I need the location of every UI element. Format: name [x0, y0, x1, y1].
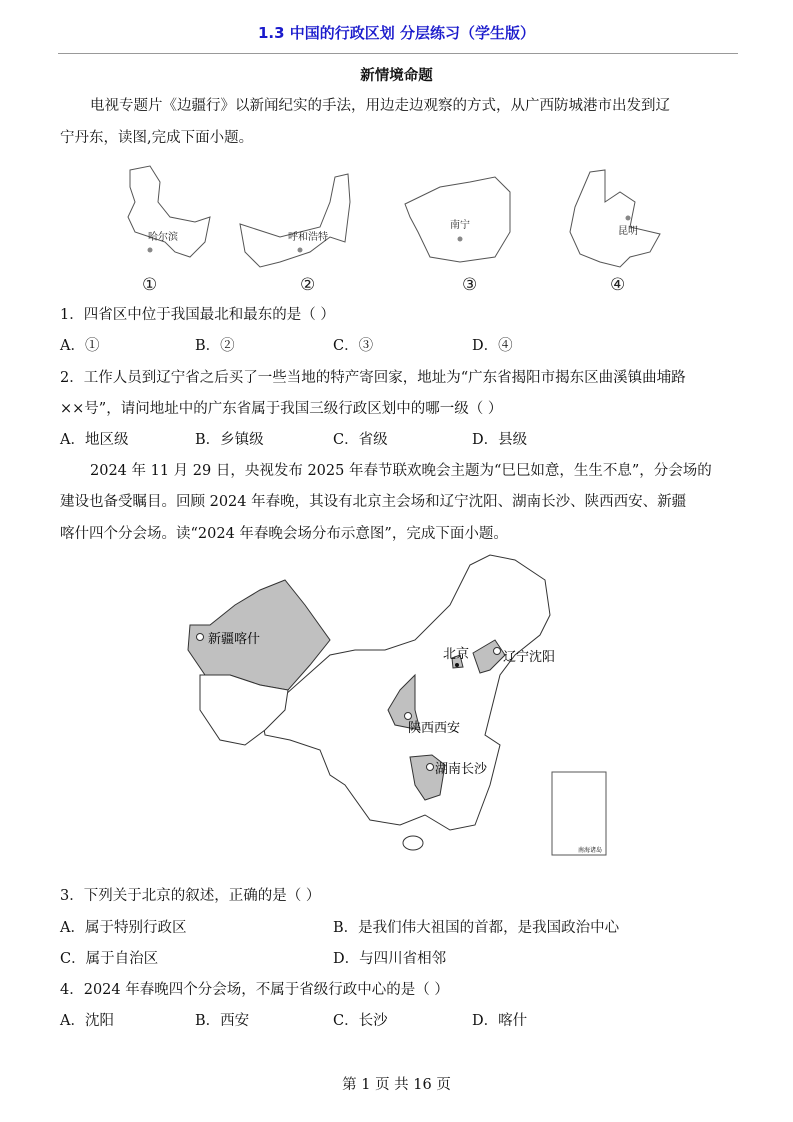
q2-option-b[interactable]: B．乡镇级 — [195, 432, 264, 448]
q4-option-c[interactable]: C．长沙 — [333, 1013, 388, 1029]
map-city-label: 南宁 — [450, 220, 470, 231]
intro-paragraph-line: 喀什四个分会场。读“2024 年春晚会场分布示意图”，完成下面小题。 — [60, 526, 508, 542]
q3-option-d[interactable]: D．与四川省相邻 — [333, 951, 447, 967]
q1-option-d[interactable]: D．④ — [472, 338, 513, 354]
q2-option-c[interactable]: C．省级 — [333, 432, 388, 448]
map-number: ③ — [462, 275, 478, 295]
province-map-yunnan — [570, 170, 660, 295]
map-city-label: 昆明 — [618, 226, 638, 237]
map-number: ② — [300, 275, 316, 295]
province-outline-maps — [110, 162, 680, 297]
document-title: 1.3 中国的行政区划 分层练习（学生版） — [257, 24, 536, 42]
q3-option-b[interactable]: B．是我们伟大祖国的首都，是我国政治中心 — [333, 920, 620, 936]
question-2-stem: 2．工作人员到辽宁省之后买了一些当地的特产寄回家，地址为“广东省揭阳市揭东区曲溪镇曲埔路 — [60, 370, 686, 386]
q1-option-c[interactable]: C．③ — [333, 338, 374, 354]
map-label-shenyang: 辽宁沈阳 — [503, 650, 556, 665]
q1-option-a[interactable]: A．① — [60, 338, 100, 354]
q1-option-b[interactable]: B．② — [195, 338, 235, 354]
map-label-kashgar: 新疆喀什 — [208, 632, 261, 647]
q4-option-d[interactable]: D．喀什 — [472, 1013, 528, 1029]
province-map-inner-mongolia — [240, 174, 350, 295]
header-divider — [58, 53, 738, 54]
province-map-guangxi — [405, 177, 510, 295]
map-city-label: 呼和浩特 — [288, 232, 328, 243]
page-footer: 第 1 页 共 16 页 — [342, 1077, 451, 1093]
intro-paragraph-line: 电视专题片《边疆行》以新闻纪实的手法，用边走边观察的方式，从广西防城港市出发到辽 — [90, 98, 670, 114]
question-1-stem: 1．四省区中位于我国最北和最东的是（ ） — [60, 307, 335, 323]
intro-paragraph-line: 宁丹东，读图,完成下面小题。 — [60, 130, 254, 146]
intro-paragraph-line: 建设也备受瞩目。回顾 2024 年春晚，其设有北京主会场和辽宁沈阳、湖南长沙、陕西西安、新疆 — [60, 494, 687, 510]
q2-option-d[interactable]: D．县级 — [472, 432, 528, 448]
section-heading: 新情境命题 — [360, 68, 433, 84]
inset-label: 南海诸岛 — [578, 847, 603, 854]
question-2-stem-cont: ××号”，请问地址中的广东省属于我国三级行政区划中的哪一级（ ） — [60, 401, 503, 417]
map-label-xian: 陕西西安 — [408, 721, 461, 736]
map-label-beijing: 北京 — [443, 647, 470, 662]
map-city-label: 哈尔滨 — [148, 232, 178, 243]
south-china-sea-inset — [552, 772, 606, 855]
question-3-stem: 3．下列关于北京的叙述，正确的是（ ） — [60, 888, 321, 904]
q2-option-a[interactable]: A．地区级 — [60, 432, 129, 448]
q4-option-a[interactable]: A．沈阳 — [60, 1013, 114, 1029]
map-number: ① — [142, 275, 158, 295]
q4-option-b[interactable]: B．西安 — [195, 1013, 250, 1029]
province-map-heilongjiang — [128, 166, 210, 295]
map-label-changsha: 湖南长沙 — [435, 762, 488, 777]
question-4-stem: 4．2024 年春晚四个分会场，不属于省级行政中心的是（ ） — [60, 982, 449, 998]
intro-paragraph-line: 2024 年 11 月 29 日，央视发布 2025 年春节联欢晚会主题为“巳巳如意，生生不息”，分会场的 — [90, 463, 712, 479]
map-number: ④ — [610, 275, 626, 295]
q3-option-c[interactable]: C．属于自治区 — [60, 951, 159, 967]
q3-option-a[interactable]: A．属于特别行政区 — [60, 920, 187, 936]
china-venue-map — [170, 545, 620, 865]
